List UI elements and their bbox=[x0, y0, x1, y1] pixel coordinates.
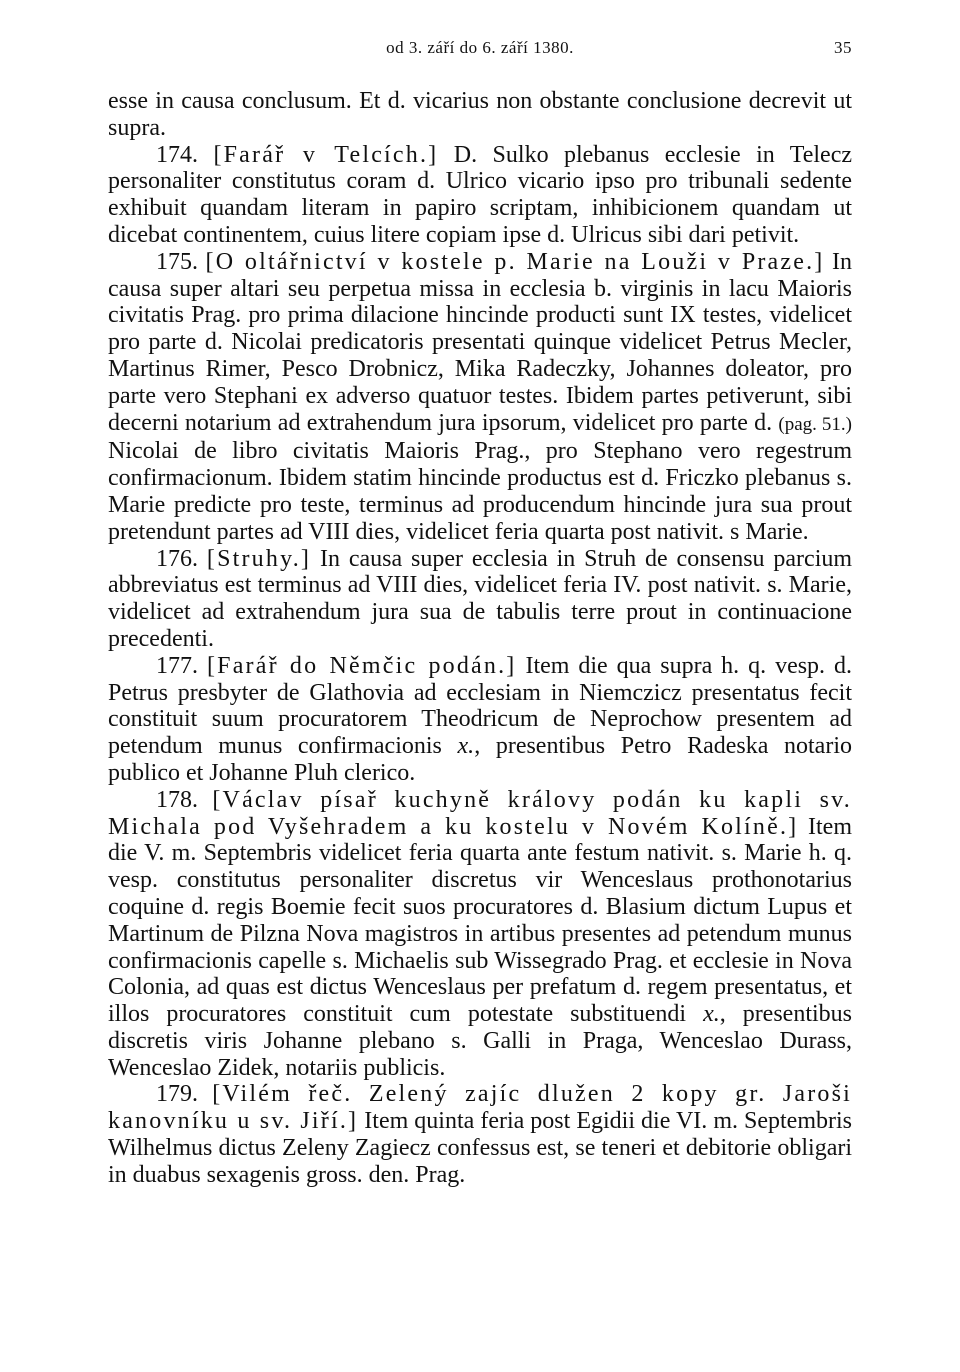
entry-heading: [Vilém řeč. Zelený zajíc dlužen 2 kopy gr. Jaroši kanovníku u sv. Jiří.] bbox=[108, 1081, 852, 1135]
paragraph-continuation bbox=[108, 88, 852, 142]
entry-heading: [O oltářnictví v kostele p. Marie na Louži v Praze.] bbox=[205, 248, 825, 275]
running-title: od 3. září do 6. září 1380. bbox=[386, 38, 574, 57]
entry-175 bbox=[108, 249, 852, 546]
entry-177 bbox=[108, 653, 852, 787]
entry-text: D. Sulko plebanus ecclesie in Telecz personaliter constitutus coram d. Ulrico vicario ipso pro tribunali sedente exhibuit quandam literam in papiro scriptam, inhibicionem quandam ut dicebat continentem, cuius litere copiam ipse d. Ulricus sibi dari petivit. bbox=[108, 141, 853, 248]
entry-text: In causa super altari seu perpetua missa in ecclesia b. virginis in lacu Maioris civitatis Prag. pro prima dilacione hincinde producti sunt IX testes, videlicet pro parte d. Nicolai predicatoris presentati quinque videlicet Petrus Mecler, Martinus Rimer, Pesco Drobnicz, Mika Radeczky, Johannes doleator, pro parte vero Stephani ex adverso quatuor testes. Ibidem partes petiverunt, sibi decerni notarium ad extrahendum jura ipsorum, videlicet pro parte d. bbox=[108, 248, 853, 436]
etc-sign: x. bbox=[457, 733, 475, 760]
entry-text: Nicolai de libro civitatis Maioris Prag., pro Stephano vero regestrum confirmacionum. Ibidem statim hincinde productus est d. Friczko plebanus s. Marie predicte pro teste, terminus ad producendum hincinde jura sua prout pretendunt partes ad VIII dies, videlicet feria quarta post nativit. s Marie. bbox=[108, 438, 852, 545]
entry-176 bbox=[108, 546, 852, 653]
entry-number: 176. bbox=[156, 545, 198, 572]
entry-heading: [Václav písař kuchyně královy podán ku kapli sv. Michala pod Vyšehradem a ku kostelu v Novém Kolíně.] bbox=[108, 786, 852, 840]
entry-text: , presentibus Petro Radeska notario publico et Johanne Pluh clerico. bbox=[108, 733, 852, 786]
page-number: 35 bbox=[834, 38, 852, 57]
entry-178 bbox=[108, 787, 852, 1082]
entry-heading: [Farář do Němčic podán.] bbox=[206, 652, 517, 679]
entry-number: 174. bbox=[156, 141, 198, 168]
page-reference: (pag. 51.) bbox=[778, 413, 852, 435]
paragraph-text: esse in causa conclusum. Et d. vicarius non obstante conclusione decrevit ut supra. bbox=[108, 88, 852, 141]
entry-heading: [Struhy.] bbox=[206, 545, 312, 572]
entry-number: 177. bbox=[156, 652, 198, 679]
running-header bbox=[108, 38, 852, 64]
entry-text: In causa super ecclesia in Struh de consensu parcium abbreviatus est terminus ad VIII dies, videlicet feria IV. post nativit. s. Marie, videlicet ad extrahendum jura sua de tabulis terre prout in continuacione precedenti. bbox=[108, 545, 853, 652]
body-text bbox=[108, 88, 852, 1189]
entry-number: 179. bbox=[156, 1081, 198, 1108]
etc-sign: x. bbox=[703, 1001, 720, 1028]
entry-number: 178. bbox=[156, 786, 198, 813]
entry-text: Item quinta feria post Egidii die VI. m. Septembris Wilhelmus dictus Zeleny Zagiecz confessus est, se teneri et debitorie obligari in duabus sexagenis gross. den. Prag. bbox=[108, 1108, 853, 1188]
entry-number: 175. bbox=[156, 248, 198, 275]
entry-174 bbox=[108, 142, 852, 249]
entry-text: Item die qua supra h. q. vesp. d. Petrus presbyter de Glathovia ad ecclesiam in Niemczicz presentatus fecit constituit suum procuratorem Theodricum de Neprochow presentem ad petendum munus confirmacionis bbox=[108, 652, 853, 760]
entry-text: , presentibus discretis viris Johanne plebano s. Galli in Praga, Wenceslao Durass, Wenceslao Zidek, notariis publicis. bbox=[108, 1001, 852, 1081]
entry-179 bbox=[108, 1081, 852, 1188]
entry-heading: [Farář v Telcích.] bbox=[213, 141, 439, 168]
entry-text: Item die V. m. Septembris videlicet feria quarta ante festum nativit. s. Marie h. q. vesp. constitutus personaliter discretus vir Wenceslaus prothonotarius coquine d. regis Boemie fecit suos procuratores d. Blasium dictum Lupus et Martinum de Pilzna Nova magistros in artibus presentes ad petendum munus confirmacionis capelle s. Michaelis sub Wissegrado Prag. et ecclesie in Nova Colonia, ad quas est dictus Wenceslaus per prefatum d. regem presentatus, et illos procuratores constituit cum potestate substituendi bbox=[108, 813, 852, 1028]
